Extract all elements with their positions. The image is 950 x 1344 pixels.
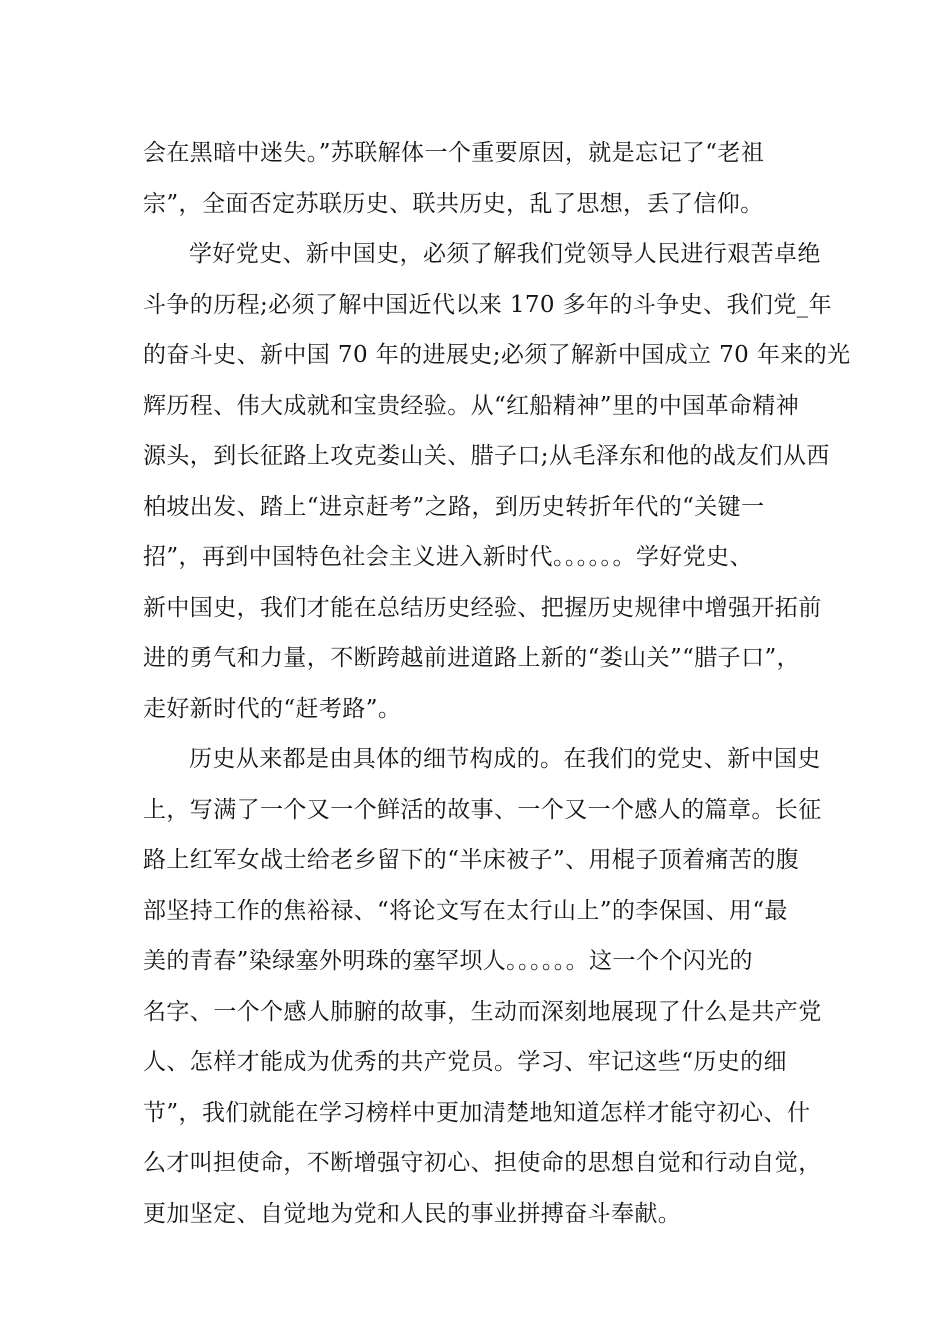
text-line: 招”，再到中国特色社会主义进入新时代。。。。。。学好党史、: [143, 544, 753, 570]
text-line: 名字、一个个感人肺腑的故事，生动而深刻地展现了什么是共产党: [143, 998, 822, 1025]
document-body: [143, 128, 851, 1239]
text-line: 会在黑暗中迷失。”苏联解体一个重要原因，就是忘记了“老祖: [143, 140, 765, 166]
text-line: 人、怎样才能成为优秀的共产党员。学习、牢记这些“历史的细: [143, 1049, 787, 1075]
paragraph-1: [143, 128, 815, 229]
text-line: 辉历程、伟大成就和宝贵经验。从“红船精神”里的中国革命精神: [143, 392, 800, 419]
text-line: 节”，我们就能在学习榜样中更加清楚地知道怎样才能守初心、什: [143, 1099, 811, 1126]
text-line: 新中国史，我们才能在总结历史经验、把握历史规律中增强开拓前: [143, 594, 822, 621]
text-line: 美的青春”染绿塞外明珠的塞罕坝人。。。。。。这一个个闪光的: [143, 948, 753, 974]
text-line: 的奋斗史、新中国 70 年的进展史;必须了解新中国成立 70 年来的光: [143, 342, 851, 368]
text-line: 上，写满了一个又一个鲜活的故事、一个又一个感人的篇章。长征: [143, 796, 822, 823]
paragraph-3: [143, 734, 822, 1239]
text-line: 么才叫担使命，不断增强守初心、担使命的思想自觉和行动自觉，: [143, 1150, 822, 1176]
text-line: 路上红军女战士给老乡留下的“半床被子”、用棍子顶着痛苦的腹: [143, 847, 800, 873]
text-line: 学好党史、新中国史，必须了解我们党领导人民进行艰苦卓绝: [189, 241, 821, 267]
text-line: 走好新时代的“赶考路”。: [143, 695, 402, 722]
text-line: 柏坡出发、踏上“进京赶考”之路，到历史转折年代的“关键一: [143, 493, 765, 520]
text-line: 源头，到长征路上攻克娄山关、腊子口;从毛泽东和他的战友们从西: [143, 443, 830, 469]
text-line: 宗”，全面否定苏联历史、联共历史，乱了思想，丢了信仰。: [143, 190, 764, 217]
text-line: 更加坚定、自觉地为党和人民的事业拼搏奋斗奉献。: [143, 1200, 682, 1227]
text-line: 部坚持工作的焦裕禄、“将论文写在太行山上”的李保国、用“最: [143, 897, 788, 924]
text-line: 历史从来都是由具体的细节构成的。在我们的党史、新中国史: [189, 746, 821, 772]
paragraph-2: [143, 229, 851, 734]
text-line: 进的勇气和力量，不断跨越前进道路上新的“娄山关”“腊子口”，: [143, 645, 801, 671]
text-line: 斗争的历程;必须了解中国近代以来 170 多年的斗争史、我们党_年: [143, 291, 832, 318]
